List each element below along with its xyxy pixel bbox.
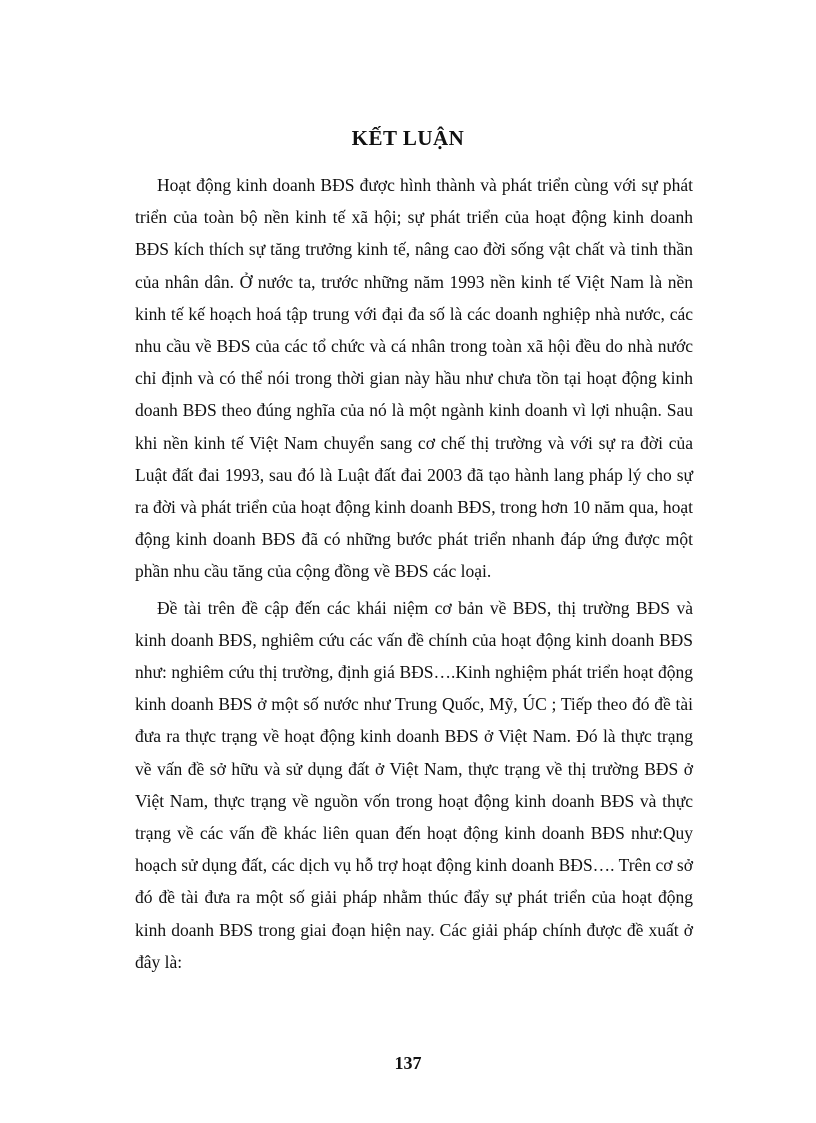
body-text (135, 169, 693, 978)
paragraph-1: Hoạt động kinh doanh BĐS được hình thành và phát triển cùng với sự phát triển của toàn bộ nền kinh tế xã hội; sự phát triển của hoạt động kinh doanh BĐS kích thích sự tăng trưởng kinh tế, nâng cao đời sống vật chất và tinh thần của nhân dân. Ở nước ta, trước những năm 1993 nền kinh tế Việt Nam là nền kinh tế kế hoạch hoá tập trung với đại đa số là các doanh nghiệp nhà nước, các nhu cầu về BĐS của các tổ chức và cá nhân trong toàn xã hội đều do nhà nước chỉ định và có thể nói trong thời gian này hầu như chưa tồn tại hoạt động kinh doanh BĐS theo đúng nghĩa của nó là một ngành kinh doanh vì lợi nhuận. Sau khi nền kinh tế Việt Nam chuyển sang cơ chế thị trường và với sự ra đời của Luật đất đai 1993, sau đó là Luật đất đai 2003 đã tạo hành lang pháp lý cho sự ra đời và phát triển của hoạt động kinh doanh BĐS, trong hơn 10 năm qua, hoạt động kinh doanh BĐS đã có những bước phát triển nhanh đáp ứng được một phần nhu cầu tăng của cộng đồng về BĐS các loại. (135, 175, 693, 582)
page-title: KẾT LUẬN (351, 126, 465, 150)
paragraph-2: Đề tài trên đề cập đến các khái niệm cơ bản về BĐS, thị trường BĐS và kinh doanh BĐS, nghiêm cứu các vấn đề chính của hoạt động kinh doanh BĐS như: nghiêm cứu thị trường, định giá BĐS….Kinh nghiệm phát triển hoạt động kinh doanh BĐS ở một số nước như Trung Quốc, Mỹ, ÚC ; Tiếp theo đó đề tài đưa ra thực trạng về hoạt động kinh doanh BĐS ở Việt Nam. Đó là thực trạng về vấn đề sở hữu và sử dụng đất ở Việt Nam, thực trạng về thị trường BĐS ở Việt Nam, thực trạng về nguồn vốn trong hoạt động kinh doanh BĐS và thực trạng về các vấn đề khác liên quan đến hoạt động kinh doanh BĐS như:Quy hoạch sử dụng đất, các dịch vụ hỗ trợ hoạt động kinh doanh BĐS…. Trên cơ sở đó đề tài đưa ra một số giải pháp nhằm thúc đẩy sự phát triển của hoạt động kinh doanh BĐS trong giai đoạn hiện nay. Các giải pháp chính được đề xuất ở đây là: (135, 597, 693, 972)
page-number: 137 (394, 1053, 422, 1073)
